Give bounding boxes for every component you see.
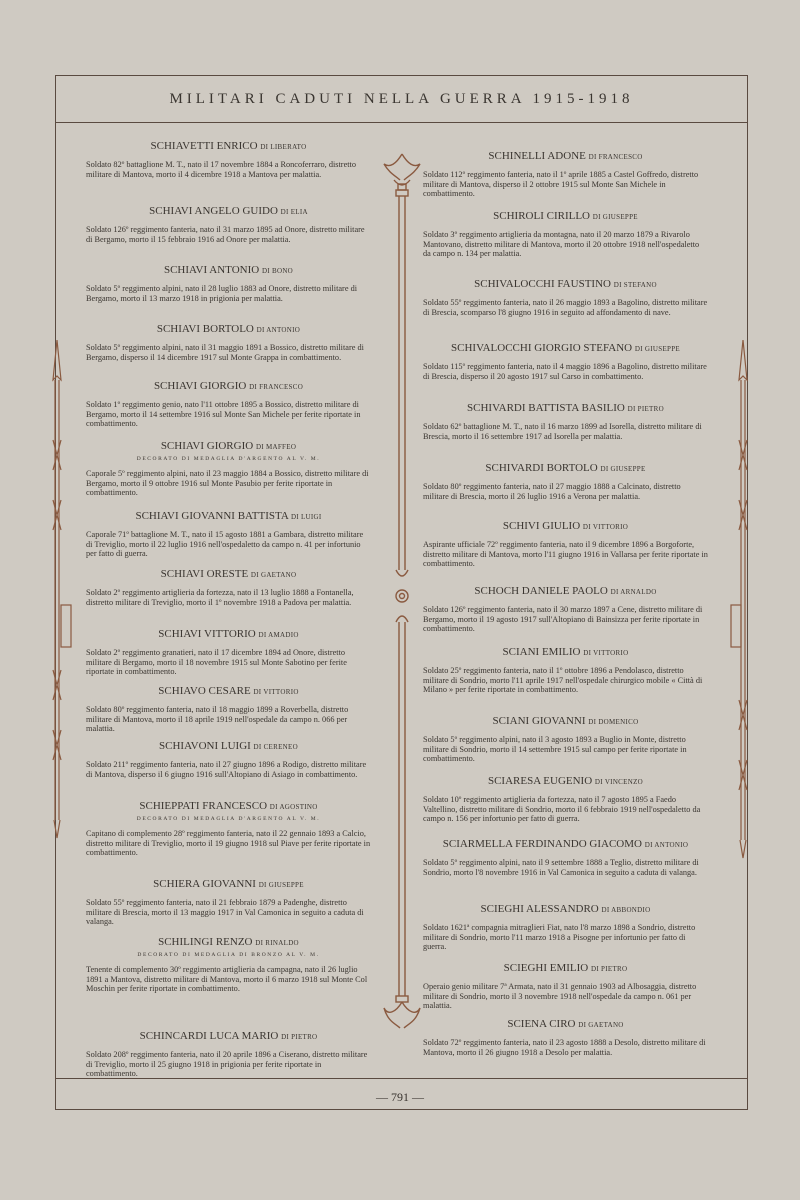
entry-patronymic: DI PIETRO — [281, 1033, 318, 1041]
entry-medal: DECORATO DI MEDAGLIA DI BRONZO AL V. M. — [137, 952, 320, 958]
right-lance-ornament — [728, 340, 758, 860]
entry-patronymic: DI VITTORIO — [582, 523, 629, 531]
entry-surname: SCHIAVONI LUIGI — [159, 740, 251, 752]
entry-patronymic: DI GAETANO — [578, 1021, 624, 1029]
entry-name — [423, 715, 708, 727]
entry-name — [86, 800, 371, 812]
fallen-entry — [86, 800, 371, 858]
entry-description: Aspirante ufficiale 72º reggimento fanteria, nato il 9 dicembre 1896 a Borgoforte, distretto militare di Mantova, morto l'11 giugno 1916 in Vallarsa per ferite riportate in combattimento. — [423, 540, 708, 569]
entry-surname: SCIANI EMILIO — [502, 646, 581, 658]
entry-description: Soldato 126º reggimento fanteria, nato il 31 marzo 1895 ad Onore, distretto militare di Bergamo, morto il 15 febbraio 1916 ad Onore per malattia. — [86, 225, 365, 244]
entry-name — [86, 264, 371, 276]
entry-surname: SCHIAVI ORESTE — [160, 568, 249, 580]
fallen-entry — [86, 685, 371, 734]
entry-patronymic: DI DOMENICO — [588, 718, 639, 726]
entry-name — [86, 628, 371, 640]
fallen-entry — [86, 878, 371, 927]
entry-patronymic: DI VITTORIO — [253, 688, 299, 696]
fallen-entry — [423, 278, 708, 317]
fallen-entry — [86, 140, 371, 179]
entry-surname: SCHILINGI RENZO — [158, 936, 253, 948]
entry-patronymic: DI ANTONIO — [256, 326, 301, 334]
entry-description: Soldato 126º reggimento fanteria, nato il 30 marzo 1897 a Cene, distretto militare di Bergamo, morto il 19 agosto 1917 sull'Altopiano di Bainsizza per ferite riportate in combattimento. — [423, 605, 703, 634]
entry-surname: SCIEGHI EMILIO — [503, 962, 589, 974]
entry-patronymic: DI ELIA — [280, 208, 308, 216]
entry-description: Soldato 80º reggimento fanteria, nato il 27 maggio 1888 a Calcinato, distretto militare di Brescia, morto il 26 luglio 1916 a Verona per malattia. — [423, 482, 681, 501]
entry-description: Soldato 62º battaglione M. T., nato il 16 marzo 1899 ad Isorella, distretto militare di Brescia, morto il 16 settembre 1917 ad Isorella per malattia. — [423, 422, 702, 441]
entry-name — [423, 402, 708, 414]
entry-name — [423, 342, 708, 354]
entry-surname: SCHIAVI GIOVANNI BATTISTA — [135, 510, 289, 522]
entry-surname: SCHIAVETTI ENRICO — [150, 140, 258, 152]
entry-surname: SCHIVARDI BORTOLO — [485, 462, 598, 474]
entry-patronymic: DI BONO — [261, 267, 294, 275]
fallen-entry — [423, 210, 708, 259]
entry-name — [86, 510, 371, 522]
entry-medal: DECORATO DI MEDAGLIA D'ARGENTO AL V. M. — [136, 456, 321, 462]
entry-patronymic: DI PIETRO — [591, 965, 628, 973]
entry-description: Soldato 5º reggimento alpini, nato il 3 agosto 1893 a Buglio in Monte, distretto militare di Sondrio, morto il 14 settembre 1915 sul campo per ferite riportate in combattimento. — [423, 735, 687, 764]
fallen-entry — [423, 462, 708, 501]
entry-name — [423, 903, 708, 915]
fallen-entry — [423, 150, 708, 199]
entry-patronymic: DI MAFFEO — [255, 443, 297, 451]
entry-patronymic: DI ANTONIO — [644, 841, 689, 849]
fallen-entry — [423, 1018, 708, 1057]
entry-patronymic: DI GAETANO — [250, 571, 297, 579]
fallen-entry — [423, 342, 708, 381]
fallen-entry — [86, 440, 371, 498]
entry-description: Soldato 1º reggimento genio, nato l'11 ottobre 1895 a Bossico, distretto militare di Bergamo, morto il 14 settembre 1916 sul Monte San Michele per ferite riportate in combattimento. — [86, 400, 361, 429]
entry-surname: SCHIVALOCCHI GIORGIO STEFANO — [451, 342, 633, 354]
entry-surname: SCHINCARDI LUCA MARIO — [139, 1030, 279, 1042]
entry-name — [86, 568, 371, 580]
entry-patronymic: DI CERENEO — [253, 743, 298, 751]
entry-medal: DECORATO DI MEDAGLIA D'ARGENTO AL V. M. — [136, 816, 321, 822]
fallen-entry — [86, 628, 371, 677]
entry-surname: SCHIROLI CIRILLO — [493, 210, 590, 222]
entry-surname: SCHIVARDI BATTISTA BASILIO — [467, 402, 625, 414]
entry-name — [423, 462, 708, 474]
entry-surname: SCIARMELLA FERDINANDO GIACOMO — [442, 838, 642, 850]
entry-description: Soldato 5º reggimento alpini, nato il 9 settembre 1888 a Teglio, distretto militare di Sondrio, morto l'8 novembre 1916 in Val Camonica in seguito a caduta di valanga. — [423, 858, 699, 877]
fallen-entry — [423, 402, 708, 441]
entry-surname: SCIEGHI ALESSANDRO — [480, 903, 599, 915]
fallen-entry — [423, 903, 708, 952]
entry-name — [86, 685, 371, 697]
page-title: MILITARI CADUTI NELLA GUERRA 1915-1918 — [169, 91, 634, 107]
entry-surname: SCHIAVI GIORGIO — [153, 380, 247, 392]
entry-description: Soldato 5º reggimento alpini, nato il 31 maggio 1891 a Bossico, distretto militare di Bergamo, disperso il 14 dicembre 1917 sul Monte Grappa in combattimento. — [86, 343, 364, 362]
fallen-entry — [86, 936, 371, 994]
entry-description: Soldato 10º reggimento artiglieria da fortezza, nato il 7 agosto 1895 a Faedo Valtellino, distretto militare di Sondrio, morto il 6 febbraio 1919 nell'ospedaletto da campo n. 156 per infortunio per fatto di guerra. — [423, 795, 701, 824]
entry-name — [86, 323, 371, 335]
fallen-entry — [86, 568, 371, 607]
entry-name — [423, 585, 708, 597]
entry-description: Soldato 72º reggimento fanteria, nato il 23 agosto 1888 a Desolo, distretto militare di Mantova, morto il 26 giugno 1918 a Desolo per malattia. — [423, 1038, 706, 1057]
entry-patronymic: DI GIUSEPPE — [600, 465, 646, 473]
entry-name — [86, 140, 371, 152]
entry-description: Soldato 5º reggimento alpini, nato il 28 luglio 1883 ad Onore, distretto militare di Bergamo, morto il 13 marzo 1918 in prigionia per malattia. — [86, 284, 358, 303]
entry-patronymic: DI LUIGI — [290, 513, 322, 521]
entry-description: Soldato 25º reggimento fanteria, nato il 1º ottobre 1896 a Pendolasco, distretto militare di Sondrio, morto l'11 aprile 1917 nell'ospedale chirurgico mobile « Città di Milano » per ferite riportate in combattimento. — [423, 666, 703, 695]
entry-patronymic: DI AMADIO — [258, 631, 299, 639]
entry-surname: SCHIVALOCCHI FAUSTINO — [474, 278, 611, 290]
entry-patronymic: DI FRANCESCO — [249, 383, 304, 391]
entry-surname: SCHINELLI ADONE — [488, 150, 586, 162]
entry-name — [423, 150, 708, 162]
entry-name — [86, 205, 371, 217]
entry-patronymic: DI PIETRO — [627, 405, 664, 413]
entry-surname: SCHIAVI VITTORIO — [158, 628, 256, 640]
fallen-entry — [86, 380, 371, 429]
entry-patronymic: DI VITTORIO — [583, 649, 629, 657]
entry-patronymic: DI GIUSEPPE — [258, 881, 304, 889]
fallen-entry — [86, 264, 371, 303]
entry-description: Soldato 80º reggimento fanteria, nato il 18 maggio 1899 a Roverbella, distretto militare di Mantova, morto il 18 aprile 1919 nell'ospedale da campo n. 066 per malattia. — [86, 705, 349, 734]
fallen-entry — [423, 715, 708, 764]
entry-description: Soldato 55º reggimento fanteria, nato il 21 febbraio 1879 a Padenghe, distretto militare di Brescia, morto il 13 maggio 1917 in Val Camonica in seguito a caduta di valanga. — [86, 898, 364, 927]
entry-surname: SCHIEPPATI FRANCESCO — [139, 800, 268, 812]
entry-name — [423, 962, 708, 974]
entry-patronymic: DI GIUSEPPE — [592, 213, 638, 221]
entry-description: Soldato 82º battaglione M. T., nato il 17 novembre 1884 a Roncoferraro, distretto militare di Mantova, morto il 4 dicembre 1918 a Mantova per malattia. — [86, 160, 357, 179]
fallen-entry — [423, 520, 708, 569]
entry-name — [86, 936, 371, 948]
entry-patronymic: DI ABBONDIO — [601, 906, 651, 914]
fallen-entry — [423, 585, 708, 634]
entry-description: Soldato 3º reggimento artiglieria da montagna, nato il 20 marzo 1879 a Rivarolo Mantovano, distretto militare di Mantova, morto il 20 ottobre 1918 nell'ospedaletto da campo n. 134 per malattia. — [423, 230, 700, 259]
entry-description: Soldato 211º reggimento fanteria, nato il 27 giugno 1896 a Rodigo, distretto militare di Mantova, disperso il 6 giugno 1916 sull'Altopiano di Asiago in combattimento. — [86, 760, 367, 779]
entry-surname: SCHOCH DANIELE PAOLO — [474, 585, 608, 597]
entry-name — [423, 775, 708, 787]
entry-description: Soldato 1621ª compagnia mitraglieri Fiat, nato l'8 marzo 1898 a Sondrio, distretto militare di Sondrio, morto l'11 marzo 1918 a Pisogne per infortunio per fatto di guerra. — [423, 923, 696, 952]
entry-surname: SCHIERA GIOVANNI — [153, 878, 256, 890]
entry-description: Soldato 112º reggimento fanteria, nato il 1º aprile 1885 a Castel Goffredo, distretto militare di Mantova, disperso il 2 ottobre 1915 sul Monte San Michele in combattimento. — [423, 170, 699, 199]
fallen-entry — [86, 323, 371, 362]
entry-patronymic: DI STEFANO — [613, 281, 657, 289]
fallen-entry — [86, 740, 371, 779]
fallen-entry — [423, 962, 708, 1011]
entry-patronymic: DI RINALDO — [255, 939, 299, 947]
entry-name — [86, 440, 371, 452]
entry-description: Soldato 115º reggimento fanteria, nato il 4 maggio 1896 a Bagolino, distretto militare di Brescia, disperso il 20 agosto 1917 sul Carso in combattimento. — [423, 362, 707, 381]
entry-description: Tenente di complemento 30º reggimento artiglieria da campagna, nato il 26 luglio 1891 a Mantova, distretto militare di Mantova, morto il 6 marzo 1918 sul Monte Col Moschin per ferite riportate in combattimento. — [86, 965, 368, 994]
entry-description: Soldato 2º reggimento artiglieria da fortezza, nato il 13 luglio 1888 a Fontanella, distretto militare di Treviglio, morto il 1º novembre 1918 a Padova per malattia. — [86, 588, 354, 607]
entry-description: Caporale 5º reggimento alpini, nato il 23 maggio 1884 a Bossico, distretto militare di Bergamo, morto il 9 ottobre 1916 sul Monte Pasubio per ferite riportate in combattimento. — [86, 469, 369, 498]
entry-name — [86, 878, 371, 890]
entry-surname: SCHIAVI BORTOLO — [156, 323, 254, 335]
left-lance-ornament — [44, 340, 74, 840]
fallen-entry — [86, 205, 371, 244]
entry-surname: SCHIAVO CESARE — [158, 685, 251, 697]
entry-name — [86, 740, 371, 752]
fallen-entry — [86, 510, 371, 559]
footer-rule — [55, 1078, 748, 1079]
entry-surname: SCHIAVI GIORGIO — [160, 440, 254, 452]
entry-patronymic: DI FRANCESCO — [588, 153, 643, 161]
entry-name — [423, 278, 708, 290]
entry-name — [423, 1018, 708, 1030]
entry-name — [423, 520, 708, 532]
header — [55, 75, 748, 123]
entry-surname: SCIARESA EUGENIO — [487, 775, 593, 787]
entry-name — [86, 380, 371, 392]
entry-description: Soldato 55º reggimento fanteria, nato il 26 maggio 1893 a Bagolino, distretto militare di Brescia, scomparso l'8 giugno 1916 in seguito ad affondamento di nave. — [423, 298, 708, 317]
entry-description: Capitano di complemento 28º reggimento fanteria, nato il 22 gennaio 1893 a Calcio, distretto militare di Treviglio, morto il 19 giugno 1918 sul Piave per ferite riportate in combattimento. — [86, 829, 371, 858]
entry-description: Soldato 2º reggimento granatieri, nato il 17 dicembre 1894 ad Onore, distretto militare di Bergamo, morto il 18 novembre 1915 sul Monte Sabotino per ferite riportate in combattimento. — [86, 648, 347, 677]
fallen-entry — [423, 838, 708, 877]
fallen-entry — [423, 775, 708, 824]
entry-patronymic: DI VINCENZO — [594, 778, 644, 786]
entry-surname: SCIANI GIOVANNI — [492, 715, 586, 727]
page-number: — 791 — — [376, 1090, 424, 1104]
entry-surname: SCIENA CIRO — [507, 1018, 576, 1030]
entry-patronymic: DI LIBERATO — [260, 143, 307, 151]
fallen-entry — [86, 1030, 371, 1079]
entry-surname: SCHIAVI ANTONIO — [163, 264, 260, 276]
entry-patronymic: DI GIUSEPPE — [634, 345, 680, 353]
ornamental-column-divider — [380, 150, 424, 1040]
entry-name — [86, 1030, 371, 1042]
entry-surname: SCHIAVI ANGELO GUIDO — [149, 205, 278, 217]
entry-name — [423, 646, 708, 658]
fallen-entry — [423, 646, 708, 695]
entry-description: Caporale 71º battaglione M. T., nato il 15 agosto 1881 a Gambara, distretto militare di Treviglio, morto il 22 luglio 1916 nell'ospedaletto da campo n. 41 per infortunio per fatto di guerra. — [86, 530, 364, 559]
entry-patronymic: DI ARNALDO — [610, 588, 657, 596]
entry-surname: SCHIVI GIULIO — [502, 520, 581, 532]
entry-description: Operaio genio militare 7ª Armata, nato il 31 gennaio 1903 ad Albosaggia, distretto militare di Sondrio, morto il 3 novembre 1918 nell'ospedale da campo n. 061 per malattia. — [423, 982, 697, 1011]
entry-description: Soldato 208º reggimento fanteria, nato il 20 aprile 1896 a Ciserano, distretto militare di Treviglio, morto il 25 giugno 1918 in prigionia per ferite riportate in combattimento. — [86, 1050, 368, 1079]
entry-name — [423, 838, 708, 850]
entry-patronymic: DI AGOSTINO — [269, 803, 318, 811]
entry-name — [423, 210, 708, 222]
